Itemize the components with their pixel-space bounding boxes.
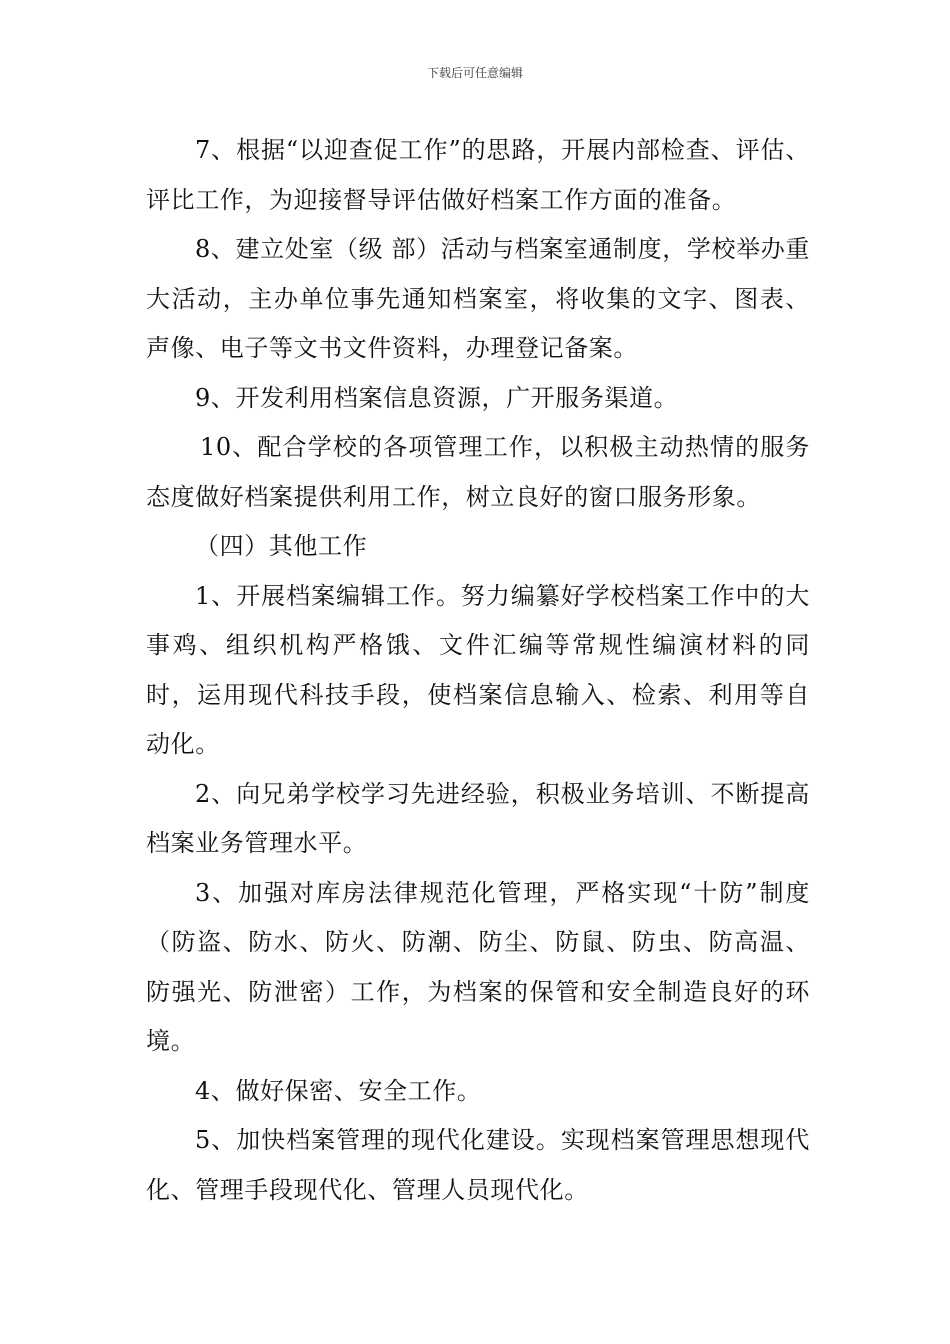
paragraph-other-4: 4、做好保密、安全工作。 [195, 1076, 482, 1105]
paragraph-other-1: 1、开展档案编辑工作。努力编纂好学校档案工作中的大事鸡、组织机构严格饿、文件汇编等常规性编演材料的同时，运用现代科技手段，使档案信息输入、检索、利用等自动化。 [146, 581, 810, 758]
document-body [146, 126, 810, 1215]
paragraph-item-10: 10、配合学校的各项管理工作，以积极主动热情的服务态度做好档案提供利用工作，树立良好的窗口服务形象。 [146, 433, 810, 511]
paragraph-item-9: 9、开发利用档案信息资源，广开服务渠道。 [195, 383, 679, 412]
section-heading-other-work: （四）其他工作 [195, 532, 368, 560]
paragraph-other-5: 5、加快档案管理的现代化建设。实现档案管理思想现代化、管理手段现代化、管理人员现代化。 [146, 1126, 810, 1204]
page-header-note: 下载后可任意编辑 [426, 66, 523, 80]
paragraph-other-2: 2、向兄弟学校学习先进经验，积极业务培训、不断提高档案业务管理水平。 [146, 779, 810, 857]
paragraph-other-3: 3、加强对库房法律规范化管理，严格实现“十防”制度（防盗、防水、防火、防潮、防尘、防鼠、防虫、防高温、防强光、防泄密）工作，为档案的保管和安全制造良好的环境。 [146, 878, 810, 1055]
paragraph-item-8: 8、建立处室（级 部）活动与档案室通制度，学校举办重大活动，主办单位事先通知档案室，将收集的文字、图表、声像、电子等文书文件资料，办理登记备案。 [146, 235, 810, 362]
paragraph-item-7: 7、根据“以迎查促工作”的思路，开展内部检查、评估、评比工作，为迎接督导评估做好档案工作方面的准备。 [146, 136, 810, 214]
